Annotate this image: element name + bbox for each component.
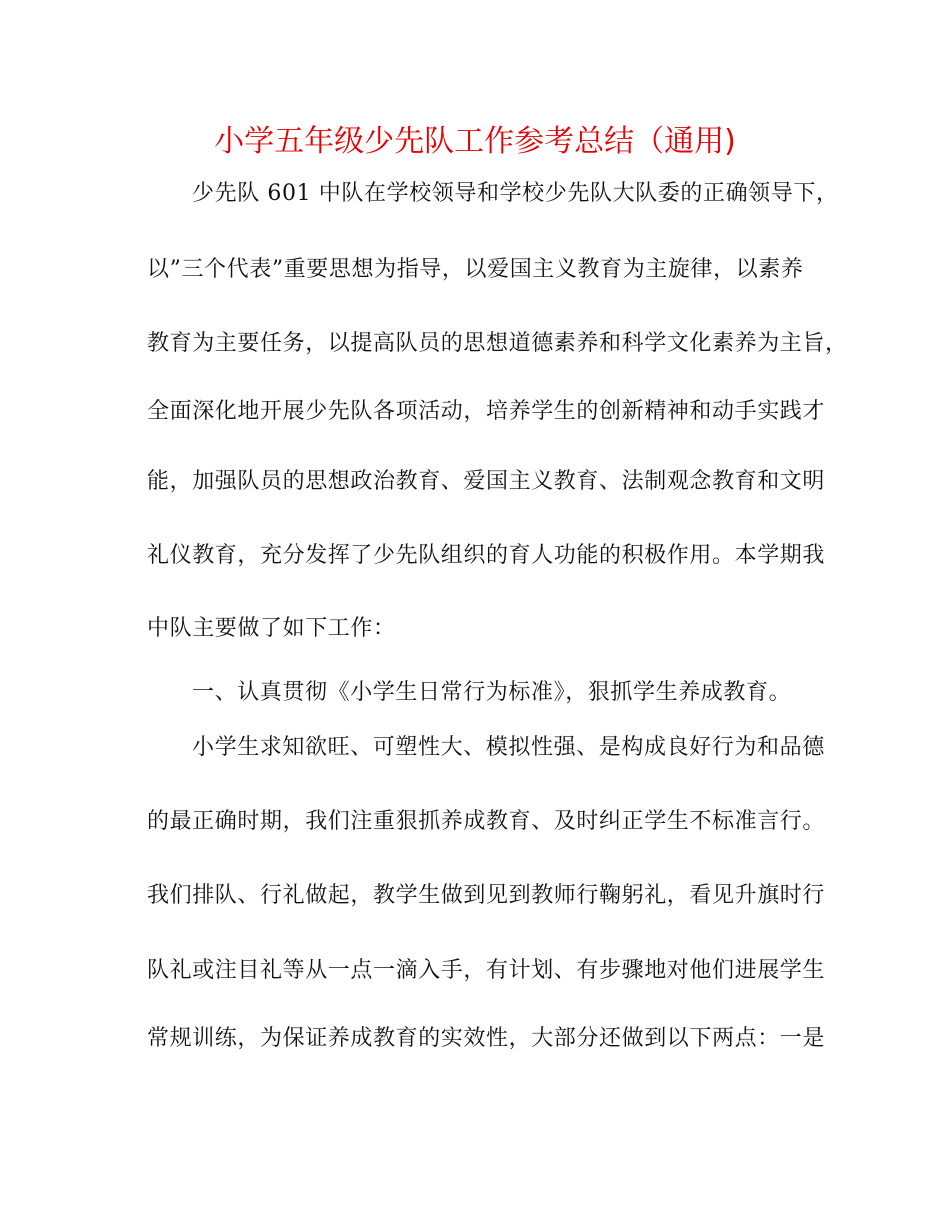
paragraph-line: 教育为主要任务，以提高队员的思想道德素养和科学文化素养为主旨，	[147, 331, 848, 356]
paragraph-line: 小学生求知欲旺、可塑性大、模拟性强、是构成良好行为和品德	[192, 735, 825, 760]
paragraph-line: 礼仪教育，充分发挥了少先队组织的育人功能的积极作用。本学期我	[147, 543, 826, 568]
paragraph-line: 少先队 601 中队在学校领导和学校少先队大队委的正确领导下，	[192, 181, 839, 206]
document-title: 小学五年级少先队工作参考总结（通用)	[214, 124, 736, 159]
paragraph-line: 的最正确时期，我们注重狠抓养成教育、及时纠正学生不标准言行。	[147, 809, 826, 834]
paragraph-line: 以”三个代表”重要思想为指导，以爱国主义教育为主旋律，以素养	[147, 257, 804, 282]
paragraph-line: 全面深化地开展少先队各项活动，培养学生的创新精神和动手实践才	[147, 399, 826, 424]
paragraph-line: 常规训练，为保证养成教育的实效性，大部分还做到以下两点：一是	[147, 1026, 826, 1051]
paragraph-line: 我们排队、行礼做起，教学生做到见到教师行鞠躬礼，看见升旗时行	[147, 883, 826, 908]
paragraph-line: 中队主要做了如下工作：	[147, 616, 396, 641]
paragraph-line: 队礼或注目礼等从一点一滴入手，有计划、有步骤地对他们进展学生	[147, 958, 826, 983]
paragraph-line: 能，加强队员的思想政治教育、爱国主义教育、法制观念教育和文明	[147, 469, 826, 494]
section-heading: 一、认真贯彻《小学生日常行为标准》，狠抓学生养成教育。	[192, 680, 792, 705]
